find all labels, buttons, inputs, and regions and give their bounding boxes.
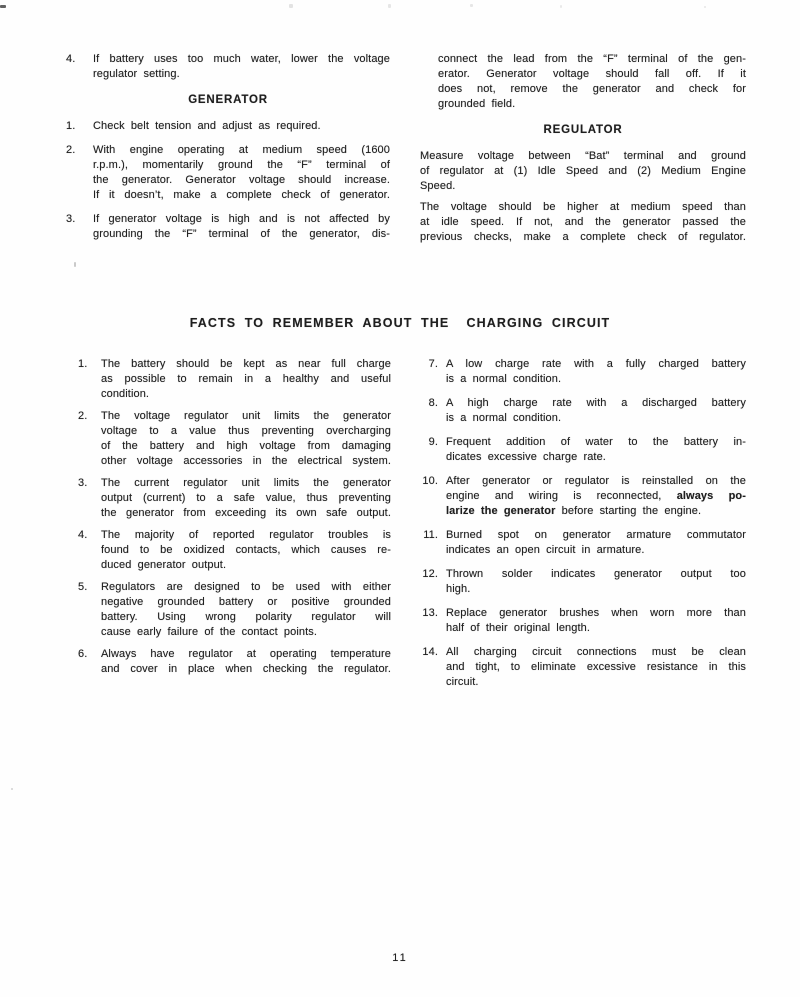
text-line: If it doesn’t, make a complete check of generator.: [93, 189, 390, 201]
text-line: Burned spot on generator armature commutator: [446, 529, 746, 541]
text-line: the generator. Generator voltage should increase.: [93, 174, 390, 186]
facts-item-11: [418, 528, 746, 558]
text-line: If battery uses too much water, lower the voltage: [93, 53, 390, 65]
text-line: A low charge rate with a fully charged battery: [446, 358, 746, 370]
item-number: 2.: [78, 410, 88, 422]
text-line: high.: [446, 583, 471, 595]
text-line: duced generator output.: [101, 559, 227, 571]
text-line: indicates an open circuit in armature.: [446, 544, 645, 556]
text-line: [446, 504, 746, 519]
item-number: 2.: [66, 144, 76, 156]
scan-artifact: [704, 6, 706, 8]
text-line: Frequent addition of water to the battery in-: [446, 436, 746, 448]
item-number: 1.: [66, 120, 76, 132]
item-body: [101, 357, 391, 402]
item-body: [446, 357, 746, 387]
item-number: 12.: [422, 568, 438, 580]
text-line: at idle speed. If not, and the generator passed the: [420, 216, 746, 228]
text-line: connect the lead from the “F” terminal of the gen-: [438, 53, 746, 65]
item-number: 9.: [428, 436, 438, 448]
item-body: [446, 606, 746, 636]
text-line: negative grounded battery or positive grounded: [101, 596, 391, 608]
scan-artifact: [560, 5, 562, 8]
text-line: does not, remove the generator and check for: [438, 83, 746, 95]
facts-item-7: [418, 357, 746, 387]
facts-item-8: [418, 396, 746, 426]
item-number: 1.: [78, 358, 88, 370]
facts-right-column: [418, 357, 746, 699]
item-3-continuation: [420, 52, 746, 112]
item-body: [446, 528, 746, 558]
item-body: [101, 476, 391, 521]
item-body: [93, 143, 390, 203]
text-line: The majority of reported regulator troubles is: [101, 529, 391, 541]
text-line: the generator from exceeding its own safe output.: [101, 507, 391, 519]
text-line: All charging circuit connections must be clean: [446, 646, 746, 658]
generator-column: [66, 52, 390, 251]
text-line: regulator setting.: [93, 68, 180, 80]
text-line: Replace generator brushes when worn more than: [446, 607, 746, 619]
item-body: [446, 645, 746, 690]
text-line: as possible to remain in a healthy and useful: [101, 373, 391, 385]
text-line: erator. Generator voltage should fall off. If it: [438, 68, 746, 80]
facts-item-10: [418, 474, 746, 519]
text-line: A high charge rate with a discharged battery: [446, 397, 746, 409]
item-body: [101, 528, 391, 573]
facts-item-4: [78, 528, 391, 573]
item-number: 4.: [66, 53, 76, 65]
facts-item-3: [78, 476, 391, 521]
item-number: 3.: [78, 477, 88, 489]
text-line: Speed.: [420, 180, 456, 192]
generator-item-1: [66, 119, 390, 134]
item-number: 7.: [428, 358, 438, 370]
text-line: dicates excessive charge rate.: [446, 451, 606, 463]
item-body: [101, 409, 391, 469]
item-body: [101, 580, 391, 640]
facts-item-12: [418, 567, 746, 597]
item-number: 10.: [422, 475, 438, 487]
item-number: 13.: [422, 607, 438, 619]
facts-item-14: [418, 645, 746, 690]
regulator-column: [420, 52, 746, 256]
text-line: is a normal condition.: [446, 373, 562, 385]
facts-item-2: [78, 409, 391, 469]
facts-item-1: [78, 357, 391, 402]
text-line: battery. Using wrong polarity regulator will: [101, 611, 391, 623]
page-number: 11: [392, 952, 408, 964]
item-number: 3.: [66, 213, 76, 225]
text-line: [446, 489, 746, 504]
text-line: of the battery and high voltage from damaging: [101, 440, 391, 452]
text-line: circuit.: [446, 676, 479, 688]
bold-text-segment: always po-: [676, 490, 746, 502]
text-line: The voltage regulator unit limits the generator: [101, 410, 391, 422]
text-line: grounding the “F” terminal of the generator, dis-: [93, 228, 390, 240]
text-line: cause early failure of the contact points.: [101, 626, 318, 638]
scan-artifact: [0, 5, 6, 8]
text-line: other voltage accessories in the electrical system.: [101, 455, 391, 467]
scan-artifact: [11, 788, 13, 790]
text-line: Measure voltage between “Bat” terminal and ground: [420, 150, 746, 162]
text-line: Check belt tension and adjust as required.: [93, 120, 321, 132]
bold-text-segment: larize the generator: [446, 505, 556, 517]
text-segment: engine and wiring is reconnected,: [446, 490, 677, 502]
text-line: output (current) to a safe value, thus preventing: [101, 492, 391, 504]
text-line: Regulators are designed to be used with either: [101, 581, 391, 593]
item-number: 4.: [78, 529, 88, 541]
item-body: [101, 647, 391, 677]
text-line: grounded field.: [438, 98, 516, 110]
facts-item-6: [78, 647, 391, 677]
text-line: condition.: [101, 388, 150, 400]
facts-item-5: [78, 580, 391, 640]
facts-heading: FACTS TO REMEMBER ABOUT THE CHARGING CIRCUIT: [189, 316, 611, 330]
item-body: [93, 119, 390, 134]
text-line: and cover in place when checking the regulator.: [101, 663, 391, 675]
text-line: found to be oxidized contacts, which causes re-: [101, 544, 391, 556]
item-body: [446, 396, 746, 426]
text-line: previous checks, make a complete check of regulator.: [420, 231, 746, 243]
item-body: [446, 435, 746, 465]
regulator-heading: REGULATOR: [543, 124, 623, 136]
regulator-paragraph-1: [420, 149, 746, 194]
item-number: 6.: [78, 648, 88, 660]
item-body: [446, 567, 746, 597]
item-body: [446, 474, 746, 519]
text-line: of regulator at (1) Idle Speed and (2) Medium Engine: [420, 165, 746, 177]
generator-item-2: [66, 143, 390, 203]
text-line: r.p.m.), momentarily ground the “F” terminal of: [93, 159, 390, 171]
text-line: After generator or regulator is reinstalled on the: [446, 475, 746, 487]
text-segment: before starting the engine.: [555, 505, 702, 517]
text-line: If generator voltage is high and is not affected by: [93, 213, 390, 225]
text-line: Always have regulator at operating temperature: [101, 648, 391, 660]
scan-artifact: [74, 262, 76, 267]
text-line: and tight, to eliminate excessive resistance in this: [446, 661, 746, 673]
item-number: 14.: [422, 646, 438, 658]
scan-artifact: [289, 4, 293, 8]
item-body: [93, 52, 390, 82]
text-line: With engine operating at medium speed (1600: [93, 144, 390, 156]
text-line: is a normal condition.: [446, 412, 562, 424]
facts-left-column: [78, 357, 391, 684]
item-number: 5.: [78, 581, 88, 593]
item-body: [93, 212, 390, 242]
text-line: half of their original length.: [446, 622, 591, 634]
text-line: Thrown solder indicates generator output too: [446, 568, 746, 580]
regulator-paragraph-2: [420, 200, 746, 245]
item-number: 11.: [423, 529, 438, 541]
text-line: The voltage should be higher at medium speed than: [420, 201, 746, 213]
text-line: The battery should be kept as near full charge: [101, 358, 391, 370]
generator-heading: GENERATOR: [188, 94, 268, 106]
scan-artifact: [388, 4, 391, 8]
facts-item-9: [418, 435, 746, 465]
list-item-4: [66, 52, 390, 82]
generator-item-3: [66, 212, 390, 242]
item-number: 8.: [428, 397, 438, 409]
scan-artifact: [470, 4, 473, 7]
text-line: voltage to a value thus preventing overcharging: [101, 425, 391, 437]
text-line: The current regulator unit limits the generator: [101, 477, 391, 489]
facts-item-13: [418, 606, 746, 636]
